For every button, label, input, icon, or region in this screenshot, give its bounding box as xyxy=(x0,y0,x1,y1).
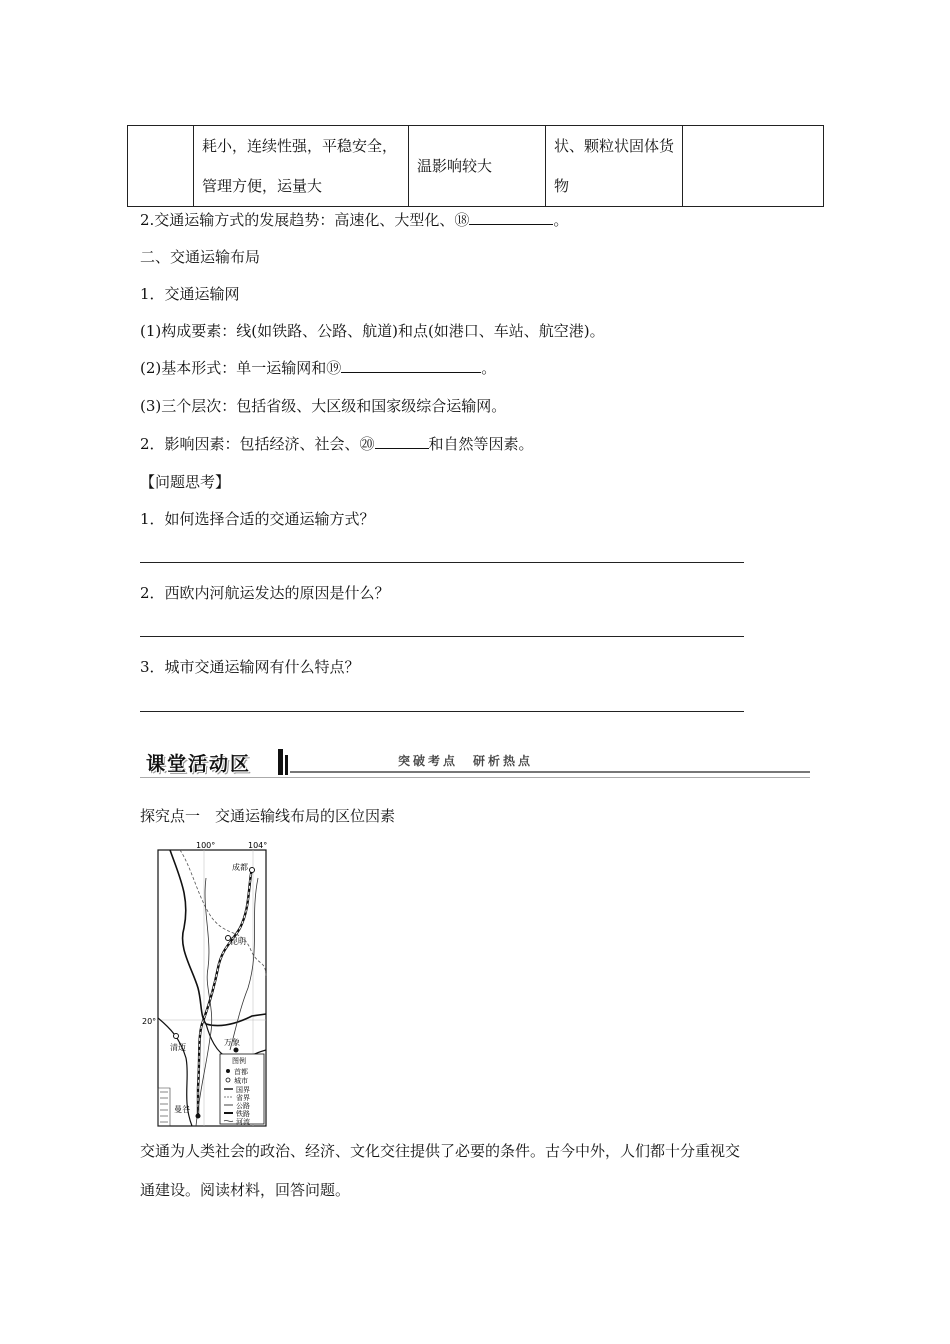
fill-blank-18 xyxy=(469,210,553,225)
table-cell-empty-1 xyxy=(128,126,194,207)
answer-line-2[interactable] xyxy=(140,636,744,637)
lon-label-100: 100° xyxy=(196,841,216,850)
city-label-kunming: 昆明 xyxy=(230,937,246,946)
explore-paragraph-line-2: 通建设。阅读材料，回答问题。 xyxy=(140,1181,351,1199)
legend-city-icon xyxy=(226,1078,230,1082)
table-cell-limitation: 温影响较大 xyxy=(409,126,546,207)
trend-line: 2.交通运输方式的发展趋势：高速化、大型化、⑱ 。 xyxy=(140,211,569,229)
banner-rule xyxy=(290,771,810,773)
table-cell-empty-2 xyxy=(683,126,824,207)
banner-subtitle: 突破考点 研析热点 xyxy=(398,754,534,768)
fill-blank-20 xyxy=(375,434,429,449)
table-cell-advantages: 耗小，连续性强，平稳安全，管理方便，运量大 xyxy=(194,126,409,207)
banner-title: 课堂活动区 xyxy=(146,753,252,775)
legend-river: 河流 xyxy=(236,1118,250,1126)
legend-capital-icon xyxy=(226,1069,230,1073)
think-heading: 【问题思考】 xyxy=(140,473,231,491)
capital-marker xyxy=(196,1114,201,1119)
city-label-chengdu: 成都 xyxy=(232,863,248,872)
table-row xyxy=(128,126,824,207)
route-map xyxy=(140,838,270,1130)
lat-label-20: 20° xyxy=(142,1017,157,1026)
city-label-qingmai: 清迈 xyxy=(170,1043,186,1052)
answer-line-3[interactable] xyxy=(140,711,744,712)
explore-title: 探究点一 交通运输线布局的区位因素 xyxy=(140,807,396,825)
section-banner xyxy=(140,745,810,781)
banner-rule-thin xyxy=(140,777,810,778)
fill-blank-19 xyxy=(341,358,481,373)
section-heading: 二、交通运输布局 xyxy=(140,248,261,266)
capital-marker xyxy=(234,1048,239,1053)
answer-line-1[interactable] xyxy=(140,562,744,563)
lon-label-104: 104° xyxy=(248,841,268,850)
city-label-mangu: 曼谷 xyxy=(174,1105,190,1114)
explore-paragraph-line-1: 交通为人类社会的政治、经济、文化交往提供了必要的条件。古今中外，人们都十分重视交 xyxy=(140,1142,741,1160)
factors-line: 2．影响因素：包括经济、社会、⑳ 和自然等因素。 xyxy=(140,435,534,453)
banner-bar-thin xyxy=(285,755,288,775)
legend-road: 公路 xyxy=(236,1102,250,1110)
legend-capital: 首都 xyxy=(234,1068,248,1076)
legend-border: 国界 xyxy=(236,1086,250,1094)
question-1: 1．如何选择合适的交通运输方式？ xyxy=(140,510,375,528)
legend-title: 图例 xyxy=(232,1057,246,1065)
question-3: 3．城市交通运输网有什么特点？ xyxy=(140,658,360,676)
net-form-line: (2)基本形式：单一运输网和⑲ 。 xyxy=(140,359,497,377)
net-levels: (3)三个层次：包括省级、大区级和国家级综合运输网。 xyxy=(140,397,507,415)
legend-province: 省界 xyxy=(236,1094,250,1102)
banner-bar xyxy=(278,749,283,775)
net-elements: (1)构成要素：线(如铁路、公路、航道)和点(如港口、车站、航空港)。 xyxy=(140,322,605,340)
question-2: 2．西欧内河航运发达的原因是什么？ xyxy=(140,584,390,602)
table-cell-goods: 状、颗粒状固体货物 xyxy=(546,126,683,207)
city-marker xyxy=(174,1034,179,1039)
net-title: 1．交通运输网 xyxy=(140,285,240,303)
legend-city: 城市 xyxy=(234,1077,248,1085)
city-label-wanxiang: 万象 xyxy=(224,1038,240,1047)
city-marker xyxy=(250,868,255,873)
transport-table-fragment xyxy=(127,125,824,207)
legend-rail: 铁路 xyxy=(236,1110,250,1118)
